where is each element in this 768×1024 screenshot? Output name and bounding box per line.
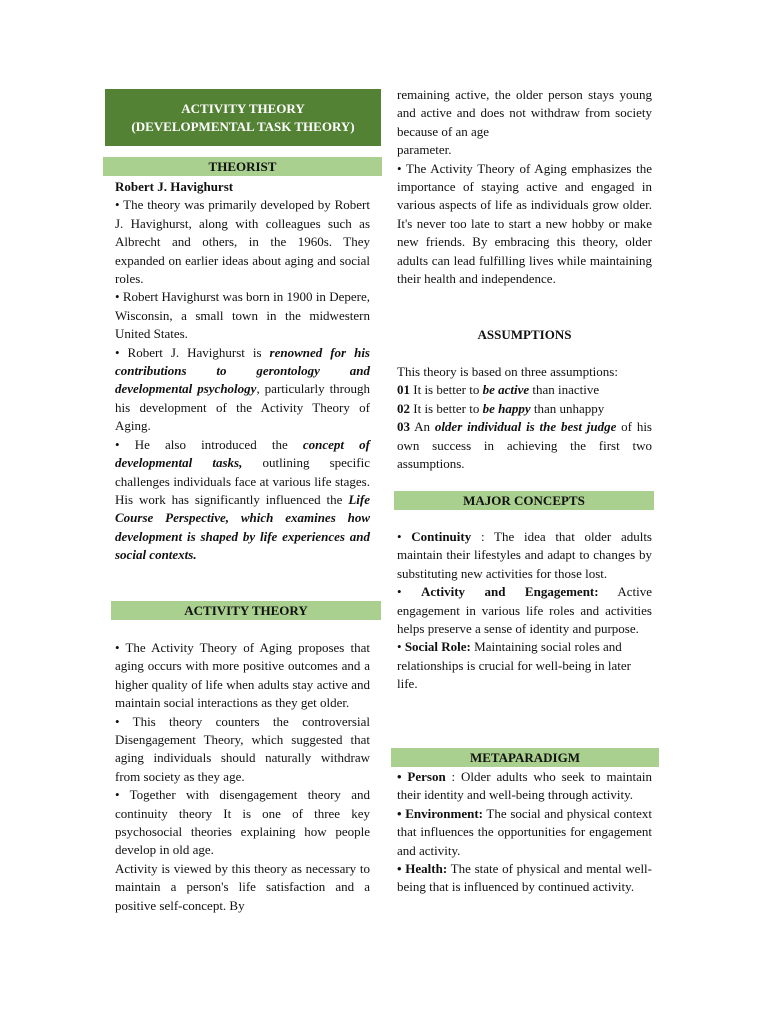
theorist-paragraph-2: • Robert Havighurst was born in 1900 in Depere, Wisconsin, a small town in the midwestern United States. — [115, 289, 370, 342]
theorist-paragraph-1: • The theory was primarily developed by Robert J. Havighurst, along with colleagues such as Albrecht and others, in the 1960s. They expanded on earlier ideas about aging and social roles. — [115, 197, 370, 287]
assumptions-intro: This theory is based on three assumptions: — [397, 364, 618, 379]
activity-paragraph-4: Activity is viewed by this theory as necessary to maintain a person's life satisfaction and a positive self-concept. By — [115, 860, 370, 913]
assumption-2: 02 It is better to be happy than unhappy — [397, 400, 605, 416]
concept-continuity: • Continuity : The idea that older adults maintain their lifestyles and adapt to changes by substituting new activities for those lost. — [397, 529, 652, 581]
assumptions-heading: ASSUMPTIONS — [477, 327, 572, 342]
title-line-1: ACTIVITY THEORY — [181, 100, 305, 116]
major-concepts-section — [397, 528, 652, 694]
metaparadigm-section — [397, 768, 652, 897]
document-title — [105, 89, 381, 146]
assumption-3: 03 An older individual is the best judge of his own success in achieving the first two assumptions. — [397, 419, 652, 472]
theorist-name: Robert J. Havighurst — [115, 179, 234, 194]
activity-theory-heading: ACTIVITY THEORY — [111, 601, 381, 620]
metaparadigm-heading: METAPARADIGM — [391, 748, 659, 767]
theorist-heading: THEORIST — [103, 157, 382, 176]
activity-paragraph-2: • This theory counters the controversial Disengagement Theory, which suggested that aging individuals should naturally withdraw from society as they age. — [115, 713, 370, 784]
activity-continuation-1: remaining active, the older person stays young and active and does not withdraw from society because of an age — [397, 87, 652, 139]
theorist-paragraph-4: • He also introduced the concept of developmental tasks, outlining specific challenges individuals face at various life stages. His work has significantly influenced the Life Course Perspective, which examines how development is shaped by life experiences and social contexts. — [115, 436, 371, 563]
activity-theory-section — [115, 639, 370, 915]
major-concepts-heading: MAJOR CONCEPTS — [394, 491, 654, 510]
concept-social-role: • Social Role: Maintaining social roles and relationships is crucial for well-being in later life. — [397, 639, 631, 692]
theorist-section — [115, 178, 370, 565]
assumptions-section — [397, 363, 652, 473]
theorist-paragraph-3: • Robert J. Havighurst is renowned for his contributions to gerontology and developmental psychology, particularly through his development of the Activity Theory of Aging. — [115, 344, 371, 434]
title-line-2: (DEVELOPMENTAL TASK THEORY) — [131, 118, 355, 134]
concept-activity-engagement: • Activity and Engagement: Active engagement in various life roles and activities helps preserve a sense of identity and purpose. — [397, 584, 652, 637]
metaparadigm-environment: • Environment: The social and physical context that influences the opportunities for engagement and activity. — [397, 805, 653, 858]
activity-paragraph-3: • Together with disengagement theory and continuity theory It is one of three key psychosocial theories explaining how people develop in old age. — [115, 787, 370, 858]
metaparadigm-health: • Health: The state of physical and mental well-being that is influenced by continued activity. — [397, 861, 652, 895]
activity-paragraph-5: • The Activity Theory of Aging emphasizes the importance of staying active and engaged in various aspects of life as individuals grow older. It's never too late to start a new hobby or make new friends. By embracing this theory, older adults can lead fulfilling lives while maintaining their health and independence. — [397, 160, 652, 287]
activity-continuation-2: parameter. — [397, 142, 452, 158]
activity-paragraph-1: • The Activity Theory of Aging proposes that aging occurs with more positive outcomes and a higher quality of life when adults stay active and maintain social interactions as they get older. — [115, 640, 370, 711]
metaparadigm-person: • Person : Older adults who seek to maintain their identity and well-being through activity. — [397, 769, 652, 803]
assumption-1: 01 It is better to be active than inactive — [397, 382, 600, 398]
activity-continuation — [397, 86, 652, 288]
